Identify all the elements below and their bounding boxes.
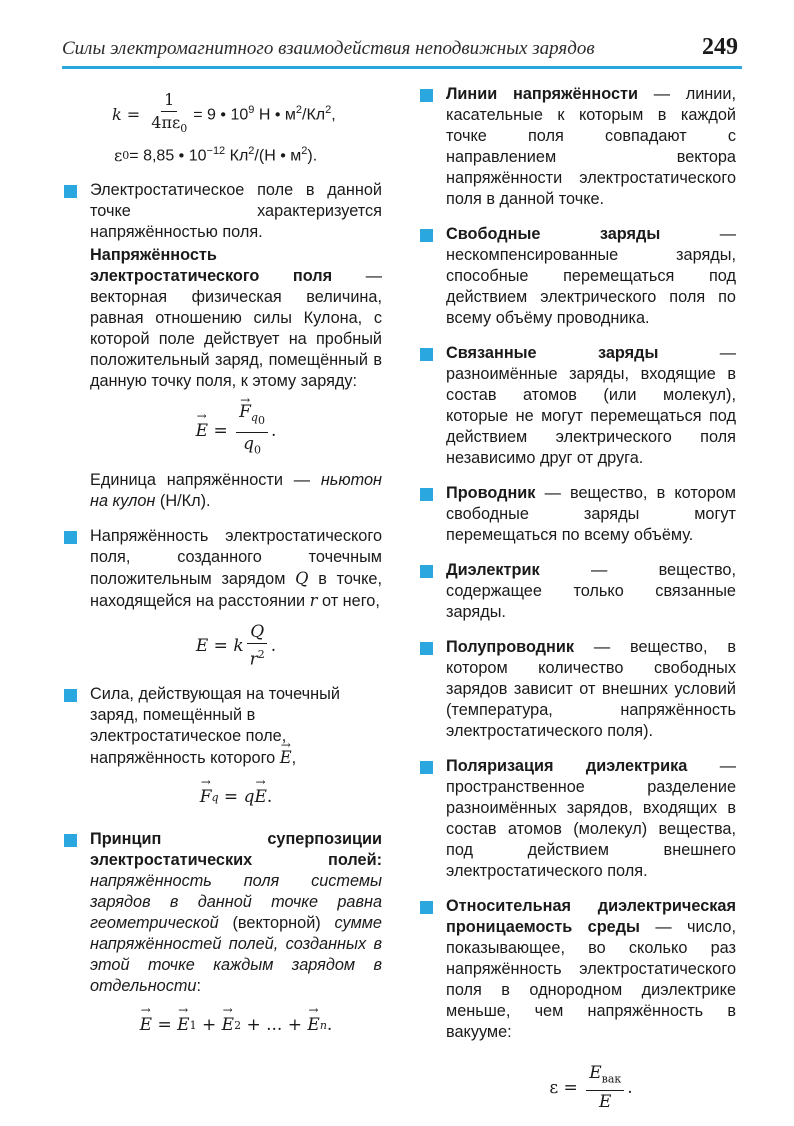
- definition-item: Линии напряжённости — линии, касательные к которым в каждой точке поля совпадают с направлением вектора напряжённости электростатического поля в данной точке.: [418, 84, 736, 210]
- bullet-square-icon: [420, 488, 433, 501]
- field-definition: Напряжённость электростатического поля — векторная физическая величина, равная отношению силы Кулона, с которой поле действует на пробный положительный заряд, помещённый в данную точку поля, к этому заряду:: [90, 245, 382, 390]
- definition-item: Поляризация диэлектрика — пространственное разделение разноимённых зарядов, входящих в состав атомов (молекул) вещества, под действием внешнего электростатического поля.: [418, 756, 736, 882]
- page-header: [62, 36, 742, 69]
- field-unit: Единица напряжённости — ньютон на кулон (Н/Кл).: [90, 471, 382, 511]
- right-column: [418, 84, 736, 1126]
- bullet-square-icon: [420, 348, 433, 361]
- definition-item: Относительная диэлектрическая проницаемость среды — число, показывающее, во сколько раз напряжённость электростатического поля в однородном диэлектрике меньше, чем напряжённость в вакууме: ε = $\frac{E_{вак}}{E}$ .: [418, 896, 736, 1112]
- left-column: [62, 84, 382, 1049]
- running-head: Силы электромагнитного взаимодействия неподвижных зарядов: [62, 38, 595, 59]
- definition-item: Проводник — вещество, в котором свободные заряды могут перемещаться по всему объёму.: [418, 483, 736, 546]
- bullet-square-icon: [420, 229, 433, 242]
- bullet-square-icon: [420, 901, 433, 914]
- superposition-item: Принцип суперпозиции электростатических полей: напряжённость поля системы зарядов в данной точке равна геометрической (векторной) сумме напряжённостей полей, созданных в этой точке каждым зарядом в отдельности: → E = → E 1 + → E 2 + ... + → E n .: [62, 829, 382, 1035]
- bullet-square-icon: [420, 642, 433, 655]
- epsilon-symbol: ε: [114, 145, 123, 165]
- field-strength-item: [62, 180, 382, 513]
- permittivity-formula: ε = $\frac{E_{вак}}{E}$ .: [549, 1063, 633, 1113]
- point-charge-item: Напряжённость электростатического поля, созданного точечным положительным зарядом Q в точке, находящейся на расстоянии r от него, E = k $\frac{Q}{r^2}$ .: [62, 526, 382, 670]
- force-item: Сила, действующая на точечный заряд, помещённый в электростатическое поле, напряжённость которого → E, → F q = q → E .: [62, 684, 382, 807]
- constants-formula: k = $\frac{1}{4\pi\varepsilon_0}$ = 9 • $10^9$ Н • $м^2/Кл^2$, ε 0 = 8,85 • $10^{-12}$ $Кл^2/(Н$ • $м^2$).: [112, 90, 336, 165]
- field-strength-formula: → E = → $\frac{F_{q_0}}{q_0}$ .: [90, 402, 382, 461]
- bullet-square-icon: [64, 531, 77, 544]
- bullet-square-icon: [420, 89, 433, 102]
- definition-item: Связанные заряды — разноимённые заряды, входящие в состав атомов (или молекул), которые не могут перемещаться под действием электрического поля независимо друг от друга.: [418, 343, 736, 469]
- definition-item: Полупроводник — вещество, в котором количество свободных зарядов зависит от внешних условий (температура, напряжённость электростатического поля).: [418, 637, 736, 742]
- point-charge-formula: E = k $\frac{Q}{r^2}$ .: [195, 622, 277, 671]
- k-fraction: $\frac{1}{4\pi\varepsilon_0}$: [151, 90, 188, 136]
- bullet-square-icon: [420, 565, 433, 578]
- bullet-square-icon: [64, 834, 77, 847]
- definition-item: Свободные заряды — нескомпенсированные заряды, способные перемещаться под действием электрического поля по всему объёму проводника.: [418, 224, 736, 329]
- bullet-square-icon: [64, 185, 77, 198]
- page-number: 249: [702, 34, 738, 60]
- field-intro: Электростатическое поле в данной точке характеризуется напряжённостью поля.: [90, 180, 382, 241]
- bullet-square-icon: [420, 761, 433, 774]
- force-formula: → F q = q → E .: [90, 787, 382, 807]
- bullet-square-icon: [64, 689, 77, 702]
- superposition-formula: → E = → E 1 + → E 2 + ... + → E n .: [90, 1015, 382, 1035]
- k-symbol: k: [112, 105, 122, 125]
- definition-item: Диэлектрик — вещество, содержащее только связанные заряды.: [418, 560, 736, 623]
